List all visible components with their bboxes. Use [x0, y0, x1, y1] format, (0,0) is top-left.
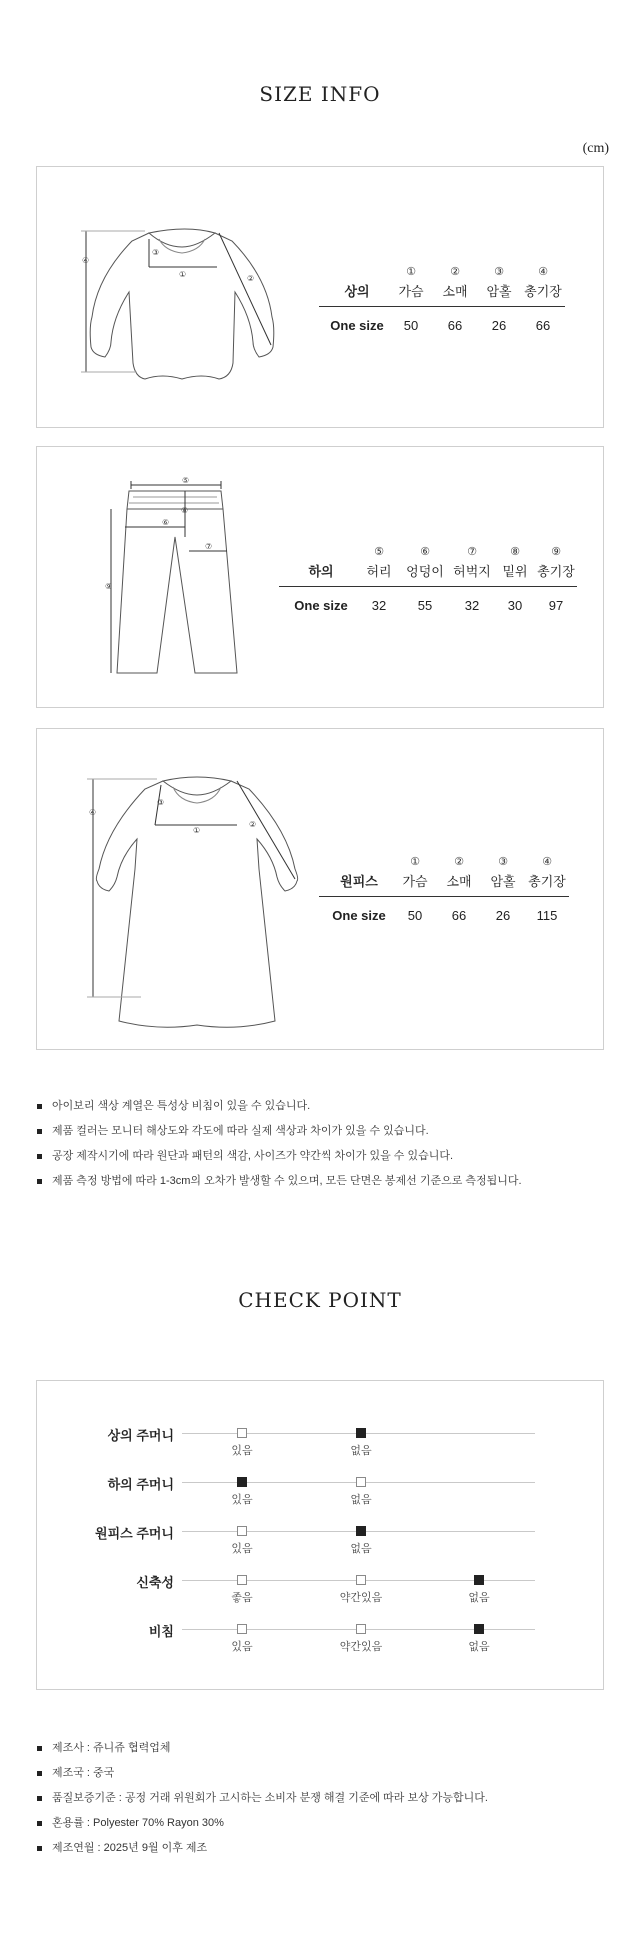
- check-point-option-label: 있음: [231, 1445, 253, 1457]
- value-rise: 30: [507, 598, 523, 613]
- check-point-option: [449, 1624, 509, 1654]
- num-2: ②: [450, 265, 460, 278]
- bottom-size-box: [36, 446, 604, 708]
- selected-marker-icon: [474, 1575, 484, 1585]
- product-info-list: [36, 1736, 616, 1861]
- check-point-label: 비침: [148, 1624, 174, 1639]
- note-item: 제품 컬러는 모니터 해상도와 각도에 따라 실제 색상과 차이가 있을 수 있습니다.: [36, 1119, 616, 1144]
- check-point-label: 하의 주머니: [107, 1477, 174, 1492]
- check-point-option-label: 약간있음: [339, 1592, 383, 1604]
- marker-7: ⑦: [205, 542, 213, 551]
- check-point-option: [331, 1477, 391, 1507]
- value-chest: 50: [407, 908, 423, 923]
- note-item: 공장 제작시기에 따라 원단과 패턴의 색감, 사이즈가 약간씩 차이가 있을 수 있습니다.: [36, 1144, 616, 1169]
- dress-category-label: 원피스: [340, 874, 378, 889]
- row-label: One size: [332, 908, 386, 923]
- product-info-item: 제조연월 : 2025년 9월 이후 제조: [36, 1836, 616, 1861]
- top-category-label: 상의: [344, 284, 370, 299]
- marker-2: ②: [249, 820, 257, 829]
- marker-1: ①: [179, 270, 187, 279]
- marker-1: ①: [193, 826, 201, 835]
- header-armhole: 암홀: [486, 284, 512, 299]
- unselected-marker-icon: [237, 1575, 247, 1585]
- check-point-option-label: 없음: [350, 1445, 372, 1457]
- dress-size-table: [325, 853, 569, 927]
- check-point-option-label: 있음: [231, 1543, 253, 1555]
- selected-marker-icon: [356, 1526, 366, 1536]
- top-size-table: [325, 263, 565, 337]
- unit-label: (cm): [582, 141, 609, 156]
- product-info-item: 품질보증기준 : 공정 거래 위원회가 고시하는 소비자 분쟁 해결 기준에 따라 보상 가능합니다.: [36, 1786, 616, 1811]
- num-5: ⑤: [374, 545, 384, 558]
- header-thigh: 허벅지: [453, 564, 491, 579]
- value-thigh: 32: [464, 598, 480, 613]
- check-point-option: [212, 1428, 272, 1458]
- check-point-option-label: 없음: [468, 1592, 490, 1604]
- bottom-size-table: [285, 543, 577, 617]
- value-armhole: 26: [495, 908, 511, 923]
- check-point-option-label: 없음: [350, 1494, 372, 1506]
- row-label: One size: [330, 318, 384, 333]
- value-chest: 50: [403, 318, 419, 333]
- check-point-option-label: 있음: [231, 1641, 253, 1653]
- header-chest: 가슴: [398, 284, 424, 299]
- check-point-label: 신축성: [136, 1575, 174, 1590]
- unselected-marker-icon: [356, 1575, 366, 1585]
- value-waist: 32: [371, 598, 387, 613]
- check-point-title: CHECK POINT: [238, 1288, 402, 1312]
- check-point-option: [212, 1526, 272, 1556]
- size-info-title: SIZE INFO: [259, 82, 381, 106]
- num-8: ⑧: [510, 545, 520, 558]
- check-point-option-label: 있음: [231, 1494, 253, 1506]
- check-point-option: [331, 1428, 391, 1458]
- check-point-option: [212, 1575, 272, 1605]
- check-point-row: [37, 1615, 605, 1665]
- check-point-option-label: 없음: [350, 1543, 372, 1555]
- header-armhole: 암홀: [490, 874, 516, 889]
- marker-9: ⑨: [105, 582, 113, 591]
- marker-2: ②: [247, 274, 255, 283]
- unselected-marker-icon: [237, 1624, 247, 1634]
- num-3: ③: [494, 265, 504, 278]
- value-length: 66: [535, 318, 551, 333]
- unselected-marker-icon: [237, 1428, 247, 1438]
- marker-3: ③: [157, 798, 165, 807]
- value-armhole: 26: [491, 318, 507, 333]
- product-info-item: 제조사 : 쥬니쥬 협력업체: [36, 1736, 616, 1761]
- unselected-marker-icon: [356, 1624, 366, 1634]
- check-point-option: [331, 1526, 391, 1556]
- header-length: 총기장: [524, 284, 562, 299]
- marker-8: ⑧: [181, 506, 189, 515]
- notes-list: [36, 1094, 616, 1194]
- header-waist: 허리: [366, 564, 392, 579]
- check-point-row: [37, 1517, 605, 1567]
- check-point-label: 상의 주머니: [107, 1428, 174, 1443]
- unselected-marker-icon: [356, 1477, 366, 1487]
- header-length: 총기장: [537, 564, 575, 579]
- note-item: 아이보리 색상 계열은 특성상 비침이 있을 수 있습니다.: [36, 1094, 616, 1119]
- num-9: ⑨: [551, 545, 561, 558]
- dress-size-box: [36, 728, 604, 1050]
- header-sleeve: 소매: [442, 284, 468, 299]
- check-point-option: [212, 1624, 272, 1654]
- check-point-row: [37, 1468, 605, 1518]
- num-1: ①: [406, 265, 416, 278]
- check-point-option-label: 약간있음: [339, 1641, 383, 1653]
- selected-marker-icon: [356, 1428, 366, 1438]
- marker-4: ④: [89, 808, 97, 817]
- marker-3: ③: [152, 248, 160, 257]
- num-2: ②: [454, 855, 464, 868]
- num-1: ①: [410, 855, 420, 868]
- row-label: One size: [294, 598, 348, 613]
- top-size-box: [36, 166, 604, 428]
- value-length: 97: [548, 598, 564, 613]
- check-point-option: [331, 1575, 391, 1605]
- check-point-row: [37, 1566, 605, 1616]
- product-info-item: 혼용률 : Polyester 70% Rayon 30%: [36, 1811, 616, 1836]
- check-point-option: [449, 1575, 509, 1605]
- check-point-row: [37, 1419, 605, 1469]
- header-hip: 엉덩이: [406, 564, 444, 579]
- num-4: ④: [538, 265, 548, 278]
- header-chest: 가슴: [402, 874, 428, 889]
- value-sleeve: 66: [447, 318, 463, 333]
- header-rise: 밑위: [502, 564, 528, 579]
- check-point-option: [212, 1477, 272, 1507]
- value-sleeve: 66: [451, 908, 467, 923]
- num-6: ⑥: [420, 545, 430, 558]
- selected-marker-icon: [237, 1477, 247, 1487]
- value-hip: 55: [417, 598, 433, 613]
- note-item: 제품 측정 방법에 따라 1-3cm의 오차가 발생할 수 있으며, 모든 단면은 봉제선 기준으로 측정됩니다.: [36, 1169, 616, 1194]
- num-7: ⑦: [467, 545, 477, 558]
- bottom-category-label: 하의: [308, 564, 334, 579]
- header-length: 총기장: [528, 874, 566, 889]
- check-point-option: [331, 1624, 391, 1654]
- check-point-option-label: 없음: [468, 1641, 490, 1653]
- check-point-option-label: 좋음: [231, 1592, 253, 1604]
- value-length: 115: [536, 908, 558, 923]
- header-sleeve: 소매: [446, 874, 472, 889]
- marker-6: ⑥: [162, 518, 170, 527]
- check-point-label: 원피스 주머니: [95, 1526, 174, 1541]
- selected-marker-icon: [474, 1624, 484, 1634]
- check-point-box: [36, 1380, 604, 1690]
- product-info-item: 제조국 : 중국: [36, 1761, 616, 1786]
- marker-5: ⑤: [182, 476, 190, 485]
- marker-4: ④: [82, 256, 90, 265]
- unselected-marker-icon: [237, 1526, 247, 1536]
- num-4: ④: [542, 855, 552, 868]
- num-3: ③: [498, 855, 508, 868]
